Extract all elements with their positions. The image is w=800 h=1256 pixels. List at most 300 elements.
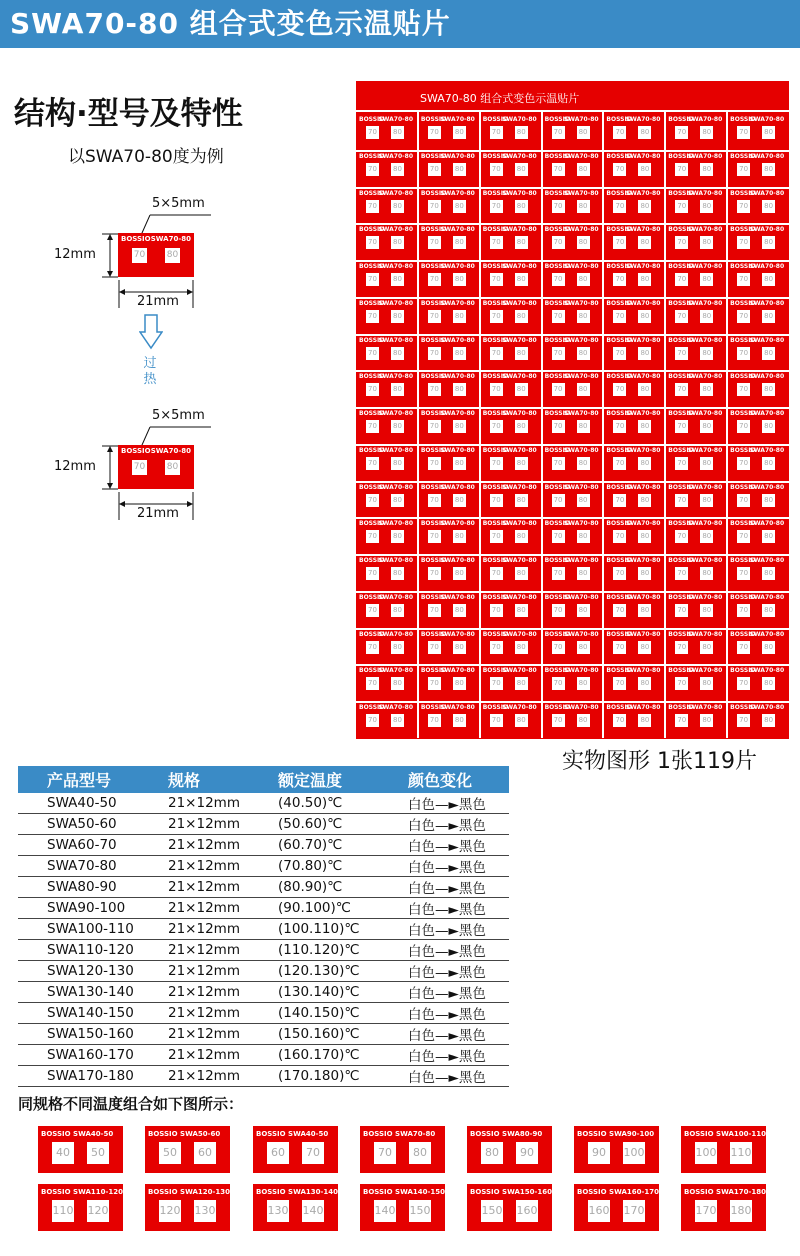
piece-brand: BOSSIO [668,152,694,160]
piece-model: SWA70-80 [564,520,599,528]
sheet-piece [543,335,601,368]
piece-model: SWA70-80 [625,189,661,197]
sheet-gridline [356,591,789,593]
piece-brand: BOSSIO [730,483,756,491]
table-row [18,1045,509,1066]
piece-model: SWA70-80 [749,152,785,160]
sheet-piece [419,151,477,184]
sample-label: BOSSIO SWA80-90 [470,1130,543,1138]
piece-low-square: 70 [490,163,503,176]
cell-color-change: 白色—►黑色 [408,856,509,877]
piece-model: SWA70-80 [378,483,413,491]
sheet-piece [419,298,477,331]
piece-model: SWA70-80 [564,630,599,638]
sheet-piece [357,665,415,698]
piece-low-square: 70 [737,641,750,654]
sample-label: BOSSIO SWA160-170 [577,1188,660,1196]
sheet-gridline [356,554,789,556]
piece-model: SWA70-80 [625,263,661,271]
piece-low-square: 70 [613,677,626,690]
sample-high-square: 120 [87,1200,109,1222]
sheet-piece [357,629,415,662]
piece-high-square: 80 [515,163,528,176]
sheet-piece [481,408,539,441]
piece-model: SWA70-80 [440,373,475,381]
piece-brand: BOSSIO [668,483,694,491]
sticker-low-square: 70 [132,460,147,475]
piece-model: SWA70-80 [440,557,475,565]
piece-high-square: 80 [515,567,528,580]
piece-model: SWA70-80 [687,152,723,160]
sheet-gridline [356,701,789,703]
piece-model: SWA70-80 [440,704,475,712]
piece-model: SWA70-80 [502,152,537,160]
piece-high-square: 80 [577,714,590,727]
cell-color-change: 白色—►黑色 [408,940,509,961]
table-header-row [18,766,509,793]
width-label: 21mm [137,294,179,309]
piece-model: SWA70-80 [564,667,599,675]
piece-low-square: 70 [737,714,750,727]
piece-model: SWA70-80 [502,189,537,197]
sample-high-square: 140 [302,1200,324,1222]
sheet-piece [543,555,601,588]
table-row [18,1066,509,1087]
piece-brand: BOSSIO [544,299,570,307]
piece-brand: BOSSIO [668,336,694,344]
piece-brand: BOSSIO [544,483,570,491]
piece-brand: BOSSIO [730,520,756,528]
piece-low-square: 70 [490,567,503,580]
sample-high-square: 90 [516,1142,538,1164]
sheet-piece [357,592,415,625]
sheet-piece [666,445,724,478]
piece-high-square: 80 [515,604,528,617]
piece-low-square: 70 [737,677,750,690]
sample-low-square: 140 [374,1200,396,1222]
piece-brand: BOSSIO [668,704,694,712]
piece-low-square: 70 [428,494,441,507]
cell-spec: 21×12mm [168,835,278,856]
sheet-piece [728,188,786,221]
piece-model: SWA70-80 [440,630,475,638]
table-row [18,793,509,814]
sheet-piece [419,371,477,404]
piece-model: SWA70-80 [502,446,537,454]
sample-high-square: 80 [409,1142,431,1164]
piece-brand: BOSSIO [544,189,570,197]
sticker-model: SWA70-80 [150,447,191,455]
piece-model: SWA70-80 [625,226,661,234]
piece-model: SWA70-80 [749,189,785,197]
cell-spec: 21×12mm [168,919,278,940]
piece-brand: BOSSIO [730,373,756,381]
cell-temperature: (70.80)℃ [278,856,408,877]
cell-color-change: 白色—►黑色 [408,898,509,919]
sample-label: BOSSIO SWA100-110 [684,1130,767,1138]
sheet-piece [543,188,601,221]
piece-high-square: 80 [638,567,651,580]
piece-high-square: 80 [515,347,528,360]
piece-high-square: 80 [638,273,651,286]
piece-brand: BOSSIO [482,189,509,197]
piece-high-square: 80 [453,383,466,396]
piece-low-square: 70 [613,310,626,323]
sheet-piece [419,408,477,441]
piece-high-square: 80 [577,420,590,433]
piece-low-square: 70 [428,677,441,690]
sheet-piece [543,298,601,331]
piece-brand: BOSSIO [482,593,509,601]
piece-high-square: 80 [700,163,713,176]
cell-model: SWA110-120 [18,940,168,961]
sheet-gridline [356,407,789,409]
piece-model: SWA70-80 [749,520,785,528]
piece-high-square: 80 [762,494,775,507]
piece-high-square: 80 [453,273,466,286]
piece-low-square: 70 [552,163,565,176]
piece-brand: BOSSIO [606,630,632,638]
sheet-gridline [356,334,789,336]
sheet-piece [357,702,415,735]
sheet-piece [666,518,724,551]
piece-low-square: 70 [675,604,688,617]
cell-model: SWA90-100 [18,898,168,919]
piece-high-square: 80 [391,420,404,433]
sheet-piece [543,518,601,551]
piece-low-square: 70 [490,641,503,654]
table-row [18,814,509,835]
sheet-gridline [356,370,789,372]
piece-high-square: 80 [762,530,775,543]
piece-low-square: 70 [737,163,750,176]
piece-low-square: 70 [613,457,626,470]
piece-low-square: 70 [552,236,565,249]
piece-low-square: 70 [613,273,626,286]
piece-low-square: 70 [366,383,379,396]
piece-low-square: 70 [490,236,503,249]
piece-high-square: 80 [453,604,466,617]
cell-model: SWA80-90 [18,877,168,898]
sample-label: BOSSIO SWA130-140 [256,1188,339,1196]
sheet-piece [481,592,539,625]
sheet-piece [357,298,415,331]
table-row [18,982,509,1003]
sticker-before [118,233,194,277]
piece-brand: BOSSIO [606,557,632,565]
piece-model: SWA70-80 [378,373,413,381]
sheet-piece [604,445,662,478]
piece-brand: BOSSIO [606,410,632,418]
piece-high-square: 80 [391,383,404,396]
header-model: 产品型号 [18,766,168,793]
piece-high-square: 80 [762,604,775,617]
piece-high-square: 80 [638,641,651,654]
sample-low-square: 160 [588,1200,610,1222]
piece-brand: BOSSIO [544,116,570,123]
piece-brand: BOSSIO [482,704,509,712]
cell-spec: 21×12mm [168,1045,278,1066]
sheet-piece [419,518,477,551]
piece-high-square: 80 [515,383,528,396]
piece-low-square: 70 [552,457,565,470]
sample-label: BOSSIO SWA140-150 [363,1188,446,1196]
sample-sticker [145,1126,230,1173]
piece-brand: BOSSIO [482,446,509,454]
cell-model: SWA150-160 [18,1024,168,1045]
piece-brand: BOSSIO [606,226,632,234]
piece-low-square: 70 [737,310,750,323]
sheet-piece [419,702,477,735]
piece-low-square: 70 [428,383,441,396]
sheet-piece [357,482,415,515]
piece-low-square: 70 [613,567,626,580]
piece-low-square: 70 [675,163,688,176]
sample-high-square: 110 [730,1142,752,1164]
sample-high-square: 60 [194,1142,216,1164]
piece-low-square: 70 [675,714,688,727]
piece-model: SWA70-80 [440,152,475,160]
sample-high-square: 130 [194,1200,216,1222]
piece-model: SWA70-80 [749,263,785,271]
piece-brand: BOSSIO [420,299,447,307]
piece-brand: BOSSIO [482,557,509,565]
piece-low-square: 70 [428,273,441,286]
piece-brand: BOSSIO [359,373,385,381]
piece-low-square: 70 [366,420,379,433]
cell-temperature: (90.100)℃ [278,898,408,919]
cell-temperature: (130.140)℃ [278,982,408,1003]
piece-high-square: 80 [700,604,713,617]
piece-model: SWA70-80 [687,410,723,418]
piece-model: SWA70-80 [625,520,661,528]
cell-model: SWA70-80 [18,856,168,877]
piece-model: SWA70-80 [625,593,661,601]
sample-sticker [145,1184,230,1231]
piece-model: SWA70-80 [687,299,723,307]
piece-low-square: 70 [428,236,441,249]
piece-brand: BOSSIO [544,446,570,454]
sample-sticker [467,1184,552,1231]
piece-low-square: 70 [490,530,503,543]
sheet-piece [481,224,539,257]
sheet-piece [481,445,539,478]
piece-low-square: 70 [366,604,379,617]
sample-sticker [574,1126,659,1173]
sticker-high-square: 80 [165,248,180,263]
piece-model: SWA70-80 [502,299,537,307]
piece-high-square: 80 [515,677,528,690]
sheet-piece [357,188,415,221]
sheet-piece [481,335,539,368]
sheet-piece [357,335,415,368]
cell-model: SWA160-170 [18,1045,168,1066]
sheet-piece [728,629,786,662]
piece-low-square: 70 [366,273,379,286]
piece-low-square: 70 [613,604,626,617]
sheet-piece [481,702,539,735]
sheet-piece [604,665,662,698]
piece-brand: BOSSIO [420,152,447,160]
piece-low-square: 70 [675,200,688,213]
sheet-piece [481,188,539,221]
piece-low-square: 70 [428,347,441,360]
piece-model: SWA70-80 [564,336,599,344]
sheet-piece [728,592,786,625]
sticker-after [118,445,194,489]
piece-low-square: 70 [613,200,626,213]
spec-table [18,766,509,1087]
piece-high-square: 80 [762,457,775,470]
piece-low-square: 70 [366,347,379,360]
piece-brand: BOSSIO [730,667,756,675]
sheet-gridline [726,111,728,738]
piece-model: SWA70-80 [625,299,661,307]
sample-low-square: 90 [588,1142,610,1164]
sample-label: BOSSIO SWA70-80 [363,1130,436,1138]
sample-high-square: 180 [730,1200,752,1222]
piece-high-square: 80 [391,273,404,286]
piece-brand: BOSSIO [668,189,694,197]
cell-spec: 21×12mm [168,1024,278,1045]
sheet-piece [666,298,724,331]
piece-brand: BOSSIO [420,593,447,601]
piece-model: SWA70-80 [625,667,661,675]
piece-brand: BOSSIO [420,373,447,381]
piece-low-square: 70 [366,641,379,654]
piece-high-square: 80 [391,530,404,543]
sheet-piece [357,371,415,404]
cell-temperature: (40.50)℃ [278,793,408,814]
piece-brand: BOSSIO [606,520,632,528]
cell-color-change: 白色—►黑色 [408,1045,509,1066]
piece-model: SWA70-80 [502,116,537,123]
piece-model: SWA70-80 [749,593,785,601]
cell-color-change: 白色—►黑色 [408,835,509,856]
cell-temperature: (170.180)℃ [278,1066,408,1087]
sheet-piece [543,224,601,257]
piece-brand: BOSSIO [359,299,385,307]
piece-low-square: 70 [490,383,503,396]
sheet-piece [728,702,786,735]
piece-brand: BOSSIO [420,520,447,528]
piece-low-square: 70 [675,494,688,507]
sample-low-square: 70 [374,1142,396,1164]
piece-low-square: 70 [366,200,379,213]
sample-low-square: 170 [695,1200,717,1222]
sheet-piece [604,335,662,368]
sticker-low-square: 70 [132,248,147,263]
piece-model: SWA70-80 [749,116,785,123]
piece-high-square: 80 [762,677,775,690]
height-label: 12mm [54,247,96,262]
piece-model: SWA70-80 [687,704,723,712]
piece-model: SWA70-80 [564,373,599,381]
piece-high-square: 80 [700,641,713,654]
piece-model: SWA70-80 [502,373,537,381]
sample-label: BOSSIO SWA120-130 [148,1188,231,1196]
piece-brand: BOSSIO [359,410,385,418]
piece-brand: BOSSIO [544,226,570,234]
sheet-piece [481,151,539,184]
piece-low-square: 70 [490,677,503,690]
piece-high-square: 80 [577,310,590,323]
piece-high-square: 80 [700,273,713,286]
sheet-piece [604,592,662,625]
piece-high-square: 80 [638,677,651,690]
piece-high-square: 80 [638,457,651,470]
cell-color-change: 白色—►黑色 [408,961,509,982]
piece-low-square: 70 [366,457,379,470]
sheet-caption: 实物图形 1张119片 [562,749,757,774]
sample-label: BOSSIO SWA40-50 [41,1130,114,1138]
sheet-piece [728,445,786,478]
piece-high-square: 80 [577,604,590,617]
piece-low-square: 70 [675,236,688,249]
piece-brand: BOSSIO [668,373,694,381]
piece-model: SWA70-80 [440,667,475,675]
piece-low-square: 70 [737,604,750,617]
piece-brand: BOSSIO [606,336,632,344]
header-spec: 规格 [168,766,278,793]
piece-high-square: 80 [762,714,775,727]
sample-sticker [38,1184,123,1231]
header-banner [0,0,800,48]
piece-brand: BOSSIO [606,446,632,454]
sheet-piece [357,114,415,147]
piece-brand: BOSSIO [482,299,509,307]
piece-low-square: 70 [552,641,565,654]
piece-model: SWA70-80 [378,336,413,344]
piece-low-square: 70 [737,236,750,249]
sheet-piece [604,518,662,551]
header-color-change: 颜色变化 [408,766,509,793]
piece-brand: BOSSIO [359,483,385,491]
piece-low-square: 70 [490,604,503,617]
piece-model: SWA70-80 [440,116,475,123]
sheet-piece [666,665,724,698]
piece-brand: BOSSIO [668,520,694,528]
piece-model: SWA70-80 [564,557,599,565]
sample-low-square: 50 [159,1142,181,1164]
piece-low-square: 70 [737,567,750,580]
piece-model: SWA70-80 [440,336,475,344]
cell-spec: 21×12mm [168,1066,278,1087]
sheet-piece [604,188,662,221]
sample-sticker [467,1126,552,1173]
piece-high-square: 80 [700,567,713,580]
piece-high-square: 80 [515,236,528,249]
piece-high-square: 80 [638,347,651,360]
piece-model: SWA70-80 [378,116,413,123]
piece-high-square: 80 [515,641,528,654]
piece-brand: BOSSIO [730,410,756,418]
piece-low-square: 70 [366,494,379,507]
piece-model: SWA70-80 [749,704,785,712]
cell-color-change: 白色—►黑色 [408,1003,509,1024]
sheet-piece [481,482,539,515]
piece-high-square: 80 [453,494,466,507]
piece-brand: BOSSIO [668,410,694,418]
square-size-label: 5×5mm [152,408,205,423]
piece-model: SWA70-80 [687,630,723,638]
piece-model: SWA70-80 [564,483,599,491]
sheet-piece [604,298,662,331]
sheet-gridline [356,481,789,483]
piece-low-square: 70 [490,310,503,323]
sheet-piece [481,371,539,404]
piece-brand: BOSSIO [359,446,385,454]
